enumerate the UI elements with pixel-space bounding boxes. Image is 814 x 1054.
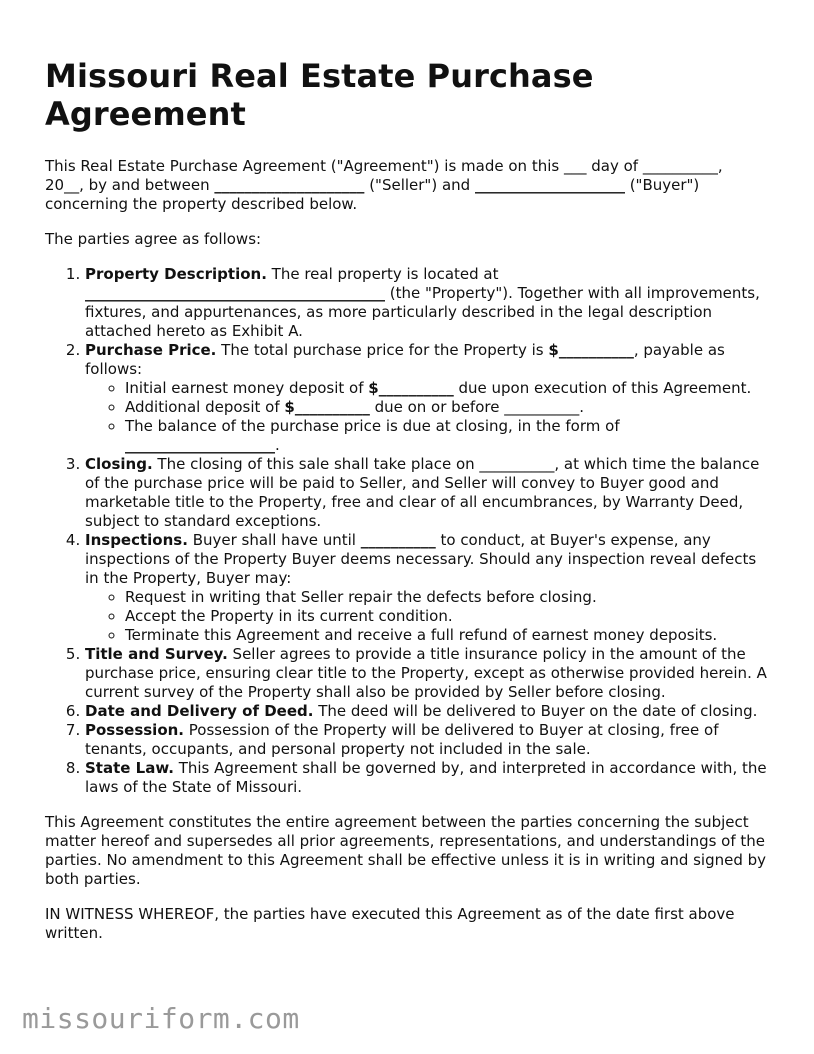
sub-text: Additional deposit of [125,398,285,416]
deposit-blank: __________ [378,379,454,397]
agree-line: The parties agree as follows: [45,230,262,248]
document-page [45,57,769,943]
balance-form-blank: ____________________ [125,436,275,454]
intro-text-d: ("Buyer") [624,176,700,194]
term-closing [85,455,769,531]
term-text: Seller agrees to provide a title insurance policy in the amount of the purchase price, ensuring clear title to the Property, except as otherwise provided herein. A current survey of the Property shall also be provided by Seller before closing. [85,645,767,701]
deposit-dollar: $ [368,379,379,397]
term-purchase-price [85,341,769,455]
term-heading: Closing. [85,455,153,473]
inspection-date-blank: __________ [360,531,436,549]
sub-item-accept-property: ◦ Accept the Property in its current condition. [125,607,769,626]
term-title-survey [85,645,769,702]
sub-item-initial-deposit [125,379,769,398]
sub-item-request-repair: ◦ Request in writing that Seller repair the defects before closing. [125,588,769,607]
term-heading: State Law. [85,759,174,777]
term-text: , payable as follows: [85,341,725,378]
sub-item-additional-deposit [125,398,769,417]
footer-brand-watermark: missouriform.com [22,1002,300,1035]
terms-list [45,265,769,797]
sub-item-terminate: ◦ Terminate this Agreement and receive a full refund of earnest money deposits. [125,626,769,645]
intro-text-c: ("Seller") and [364,176,475,194]
term-heading: Inspections. [85,531,188,549]
term-text: Buyer shall have until [187,531,361,549]
term-heading: Title and Survey. [85,645,228,663]
buyer-blank: ____________________ [474,176,625,194]
term-inspections [85,531,769,645]
term-text: This Agreement shall be governed by, and interpreted in accordance with, the laws of the State of Missouri. [85,759,767,796]
term-text: Possession of the Property will be delivered to Buyer at closing, free of tenants, occupants, and personal property not included in the sale. [85,721,719,758]
term-heading: Possession. [85,721,185,739]
additional-dollar: $ [284,398,295,416]
price-sub-list [85,379,769,455]
inspection-sub-list [85,588,769,645]
term-delivery-of-deed [85,702,769,721]
document-title: Missouri Real Estate Purchase Agreement [45,57,594,133]
seller-blank: ____________________ [214,176,365,194]
term-heading: Purchase Price. [85,341,217,359]
additional-blank: __________ [294,398,370,416]
term-text: The total purchase price for the Property is [216,341,549,359]
term-text: The deed will be delivered to Buyer on the date of closing. [313,702,758,720]
sub-text: . [275,436,280,454]
term-text: (the "Property"). Together with all improvements, fixtures, and appurtenances, as more particularly described in the legal description attached hereto as Exhibit A. [85,284,760,340]
sub-text: The balance of the purchase price is due at closing, in the form of [125,417,620,435]
intro-text-b: 20__, by and between [45,176,215,194]
sub-text: Initial earnest money deposit of [125,379,369,397]
term-heading: Property Description. [85,265,267,283]
term-state-law [85,759,769,797]
intro-text-e: concerning the property described below. [45,195,358,213]
entire-agreement-paragraph: This Agreement constitutes the entire agreement between the parties concerning the subject matter hereof and supersedes all prior agreements, representations, and understandings of the parties. No amendment to this Agreement shall be effective unless it is in writing and signed by both parties. [45,813,767,888]
sub-text: due on or before __________. [369,398,584,416]
term-text: to conduct, at Buyer's expense, any inspections of the Property Buyer deems necessary. Should any inspection reveal defects in the Property, Buyer may: [85,531,757,587]
term-possession [85,721,769,759]
witness-paragraph: IN WITNESS WHEREOF, the parties have executed this Agreement as of the date first above written. [45,905,735,942]
property-address-blank: ________________________________________ [85,284,385,302]
term-text: The closing of this sale shall take place on __________, at which time the balance of the purchase price will be paid to Seller, and Seller will convey to Buyer good and marketable title to the Property, free and clear of all encumbrances, by Warranty Deed, subject to standard exceptions. [85,455,760,530]
sub-item-balance [125,417,769,455]
sub-text: due upon execution of this Agreement. [453,379,752,397]
price-blank: __________ [558,341,634,359]
term-property-description [85,265,769,341]
term-text: The real property is located at [266,265,499,283]
term-heading: Date and Delivery of Deed. [85,702,314,720]
intro-text-a: This Real Estate Purchase Agreement ("Agreement") is made on this ___ day of __________, [45,157,723,175]
price-dollar: $ [548,341,559,359]
intro-paragraph [45,157,769,214]
